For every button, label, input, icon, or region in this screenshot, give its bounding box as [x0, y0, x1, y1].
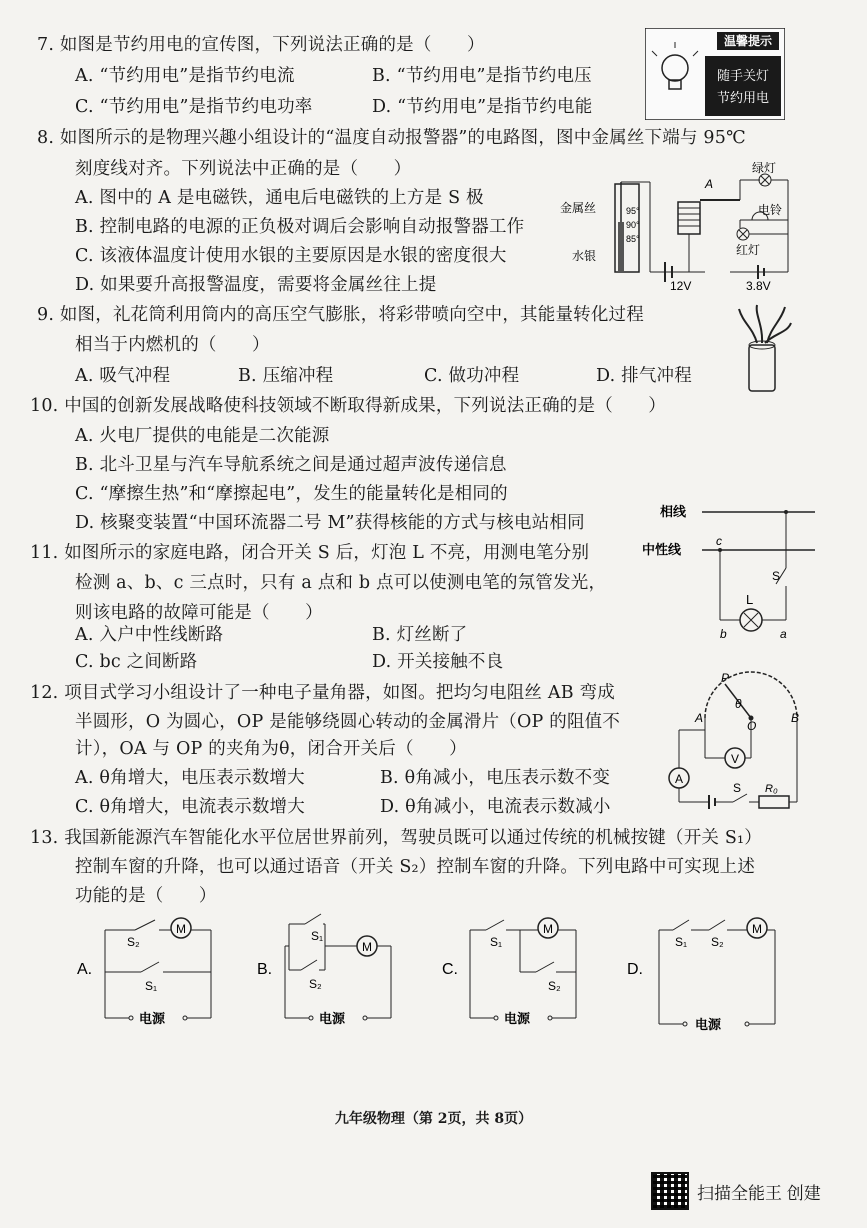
- q11-household-circuit-figure: [640, 498, 820, 643]
- q9-option-b: B. 压缩冲程: [238, 366, 334, 386]
- q7-poster-line1: 随手关灯: [716, 68, 770, 83]
- svg-text:B: B: [791, 711, 800, 725]
- svg-text:电源: 电源: [504, 1011, 531, 1026]
- q8-stem-line2: 刻度线对齐。下列说法中正确的是（ ）: [75, 159, 412, 179]
- q12-option-d: D. θ角减小，电流表示数减小: [380, 797, 611, 817]
- q8-label-mercury: 水银: [572, 249, 597, 263]
- svg-text:M: M: [176, 922, 186, 936]
- q9-option-d: D. 排气冲程: [596, 366, 692, 386]
- svg-text:S₂: S₂: [548, 979, 561, 993]
- svg-text:12V: 12V: [670, 279, 692, 292]
- svg-text:M: M: [752, 922, 762, 936]
- q11-option-a: A. 入户中性线断路: [75, 625, 224, 645]
- q13-stem-line2: 控制车窗的升降，也可以通过语音（开关 S₂）控制车窗的升降。下列电路中可实现上述: [75, 857, 756, 877]
- q8-label-a: A: [705, 177, 714, 191]
- q12-option-a: A. θ角增大，电压表示数增大: [75, 768, 305, 788]
- q12-option-b: B. θ角减小，电压表示数不变: [380, 768, 611, 788]
- svg-text:S: S: [733, 781, 742, 795]
- q7-option-c: C. “节约用电”是指节约电功率: [75, 97, 313, 117]
- q9-stem-line2: 相当于内燃机的（ ）: [75, 335, 270, 355]
- svg-text:S: S: [772, 569, 781, 583]
- svg-text:S₂: S₂: [309, 977, 322, 991]
- scanner-label: 扫描全能王 创建: [697, 1183, 821, 1203]
- q13-stem-line3: 功能的是（ ）: [75, 886, 217, 906]
- svg-text:P: P: [721, 671, 730, 685]
- svg-text:M: M: [543, 922, 553, 936]
- q7-option-a: A. “节约用电”是指节约电流: [75, 66, 295, 86]
- q12-stem-line3: 计），OA 与 OP 的夹角为θ，闭合开关后（ ）: [75, 739, 467, 759]
- svg-text:95°: 95°: [626, 206, 640, 216]
- q13-label-a: A.: [77, 961, 93, 978]
- svg-text:θ: θ: [735, 697, 742, 711]
- q11-label-live: 相线: [660, 504, 687, 519]
- svg-text:A: A: [695, 711, 704, 725]
- svg-text:M: M: [362, 940, 372, 954]
- svg-text:L: L: [746, 592, 754, 607]
- svg-text:R₀: R₀: [765, 783, 778, 795]
- q12-protractor-circuit-figure: [655, 668, 805, 813]
- qr-code-icon: [651, 1172, 689, 1210]
- q8-alarm-circuit-figure: [560, 162, 800, 292]
- q8-option-d: D. 如果要升高报警温度，需要将金属丝往上提: [75, 275, 437, 295]
- q8-stem-line1: 8. 如图所示的是物理兴趣小组设计的“温度自动报警器”的电路图，图中金属丝下端与 95℃: [37, 128, 746, 148]
- q7-option-b: B. “节约用电”是指节约电压: [372, 66, 592, 86]
- q11-option-b: B. 灯丝断了: [372, 625, 468, 645]
- svg-text:S₁: S₁: [490, 935, 503, 949]
- svg-text:b: b: [720, 627, 727, 641]
- svg-text:90°: 90°: [626, 220, 640, 230]
- q11-option-c: C. bc 之间断路: [75, 652, 198, 672]
- q8-label-green: 绿灯: [752, 162, 777, 175]
- q9-confetti-cannon-figure: [735, 303, 795, 393]
- svg-text:电源: 电源: [695, 1017, 722, 1032]
- svg-text:V: V: [731, 752, 740, 766]
- q8-option-c: C. 该液体温度计使用水银的主要原因是水银的密度很大: [75, 246, 507, 266]
- svg-text:S₂: S₂: [711, 935, 724, 949]
- q8-option-b: B. 控制电路的电源的正负极对调后会影响自动报警器工作: [75, 217, 525, 237]
- svg-text:S₂: S₂: [127, 935, 140, 949]
- q12-option-c: C. θ角增大，电流表示数增大: [75, 797, 305, 817]
- q10-option-c: C. “摩擦生热”和“摩擦起电”，发生的能量转化是相同的: [75, 484, 508, 504]
- svg-text:c: c: [716, 534, 722, 548]
- svg-text:O: O: [747, 719, 757, 733]
- svg-text:电源: 电源: [319, 1011, 346, 1026]
- q10-stem: 10. 中国的创新发展战略使科技领域不断取得新成果，下列说法正确的是（ ）: [30, 396, 666, 416]
- q9-option-a: A. 吸气冲程: [75, 366, 171, 386]
- svg-text:85°: 85°: [626, 234, 640, 244]
- q13-label-c: C.: [442, 961, 458, 978]
- q8-label-red: 红灯: [736, 243, 761, 257]
- q8-label-wire: 金属丝: [560, 201, 597, 215]
- q13-stem-line1: 13. 我国新能源汽车智能化水平位居世界前列，驾驶员既可以通过传统的机械按键（开关 S₁）: [30, 828, 762, 848]
- q7-poster-top: 温馨提示: [723, 34, 773, 48]
- q10-option-a: A. 火电厂提供的电能是二次能源: [75, 426, 330, 446]
- q10-option-b: B. 北斗卫星与汽车导航系统之间是通过超声波传递信息: [75, 455, 507, 475]
- q7-poster-figure: [645, 28, 785, 120]
- q11-stem-line3: 则该电路的故障可能是（ ）: [75, 603, 323, 623]
- q11-option-d: D. 开关接触不良: [372, 652, 504, 672]
- svg-text:3.8V: 3.8V: [746, 279, 771, 292]
- q12-stem-line1: 12. 项目式学习小组设计了一种电子量角器，如图。把均匀电阻丝 AB 弯成: [30, 683, 615, 703]
- q9-option-c: C. 做功冲程: [424, 366, 520, 386]
- q8-option-a: A. 图中的 A 是电磁铁，通电后电磁铁的上方是 S 极: [75, 188, 484, 208]
- q9-stem-line1: 9. 如图，礼花筒利用筒内的高压空气膨胀，将彩带喷向空中，其能量转化过程: [37, 305, 644, 325]
- q11-stem-line2: 检测 a、b、c 三点时，只有 a 点和 b 点可以使测电笔的氖管发光，: [75, 573, 607, 593]
- q10-option-d: D. 核聚变装置“中国环流器二号 M”获得核能的方式与核电站相同: [75, 513, 585, 533]
- q7-stem: 7. 如图是节约用电的宣传图，下列说法正确的是（ ）: [37, 35, 485, 55]
- q11-label-neutral: 中性线: [642, 542, 682, 557]
- q11-stem-line1: 11. 如图所示的家庭电路，闭合开关 S 后，灯泡 L 不亮，用测电笔分别: [30, 543, 590, 563]
- svg-text:S₁: S₁: [675, 935, 688, 949]
- q13-label-d: D.: [627, 961, 643, 978]
- svg-text:电源: 电源: [139, 1011, 166, 1026]
- scanner-watermark: [651, 1172, 821, 1210]
- svg-text:S₁: S₁: [145, 979, 158, 993]
- q13-circuit-a: [75, 910, 225, 1032]
- q13-circuit-c: [440, 910, 590, 1032]
- q13-label-b: B.: [257, 961, 273, 978]
- q8-label-bell: 电铃: [758, 203, 783, 217]
- svg-text:A: A: [675, 772, 684, 786]
- q13-circuit-d: [625, 910, 785, 1032]
- q7-option-d: D. “节约用电”是指节约电能: [372, 97, 593, 117]
- svg-text:a: a: [780, 627, 787, 641]
- q12-stem-line2: 半圆形，O 为圆心，OP 是能够绕圆心转动的金属滑片（OP 的阻值不: [75, 712, 621, 732]
- svg-text:S₁: S₁: [311, 929, 324, 943]
- q13-circuit-b: [255, 910, 405, 1032]
- page-footer: 九年级物理（第 2页，共 8页）: [334, 1111, 533, 1127]
- q7-poster-line2: 节约用电: [716, 90, 770, 105]
